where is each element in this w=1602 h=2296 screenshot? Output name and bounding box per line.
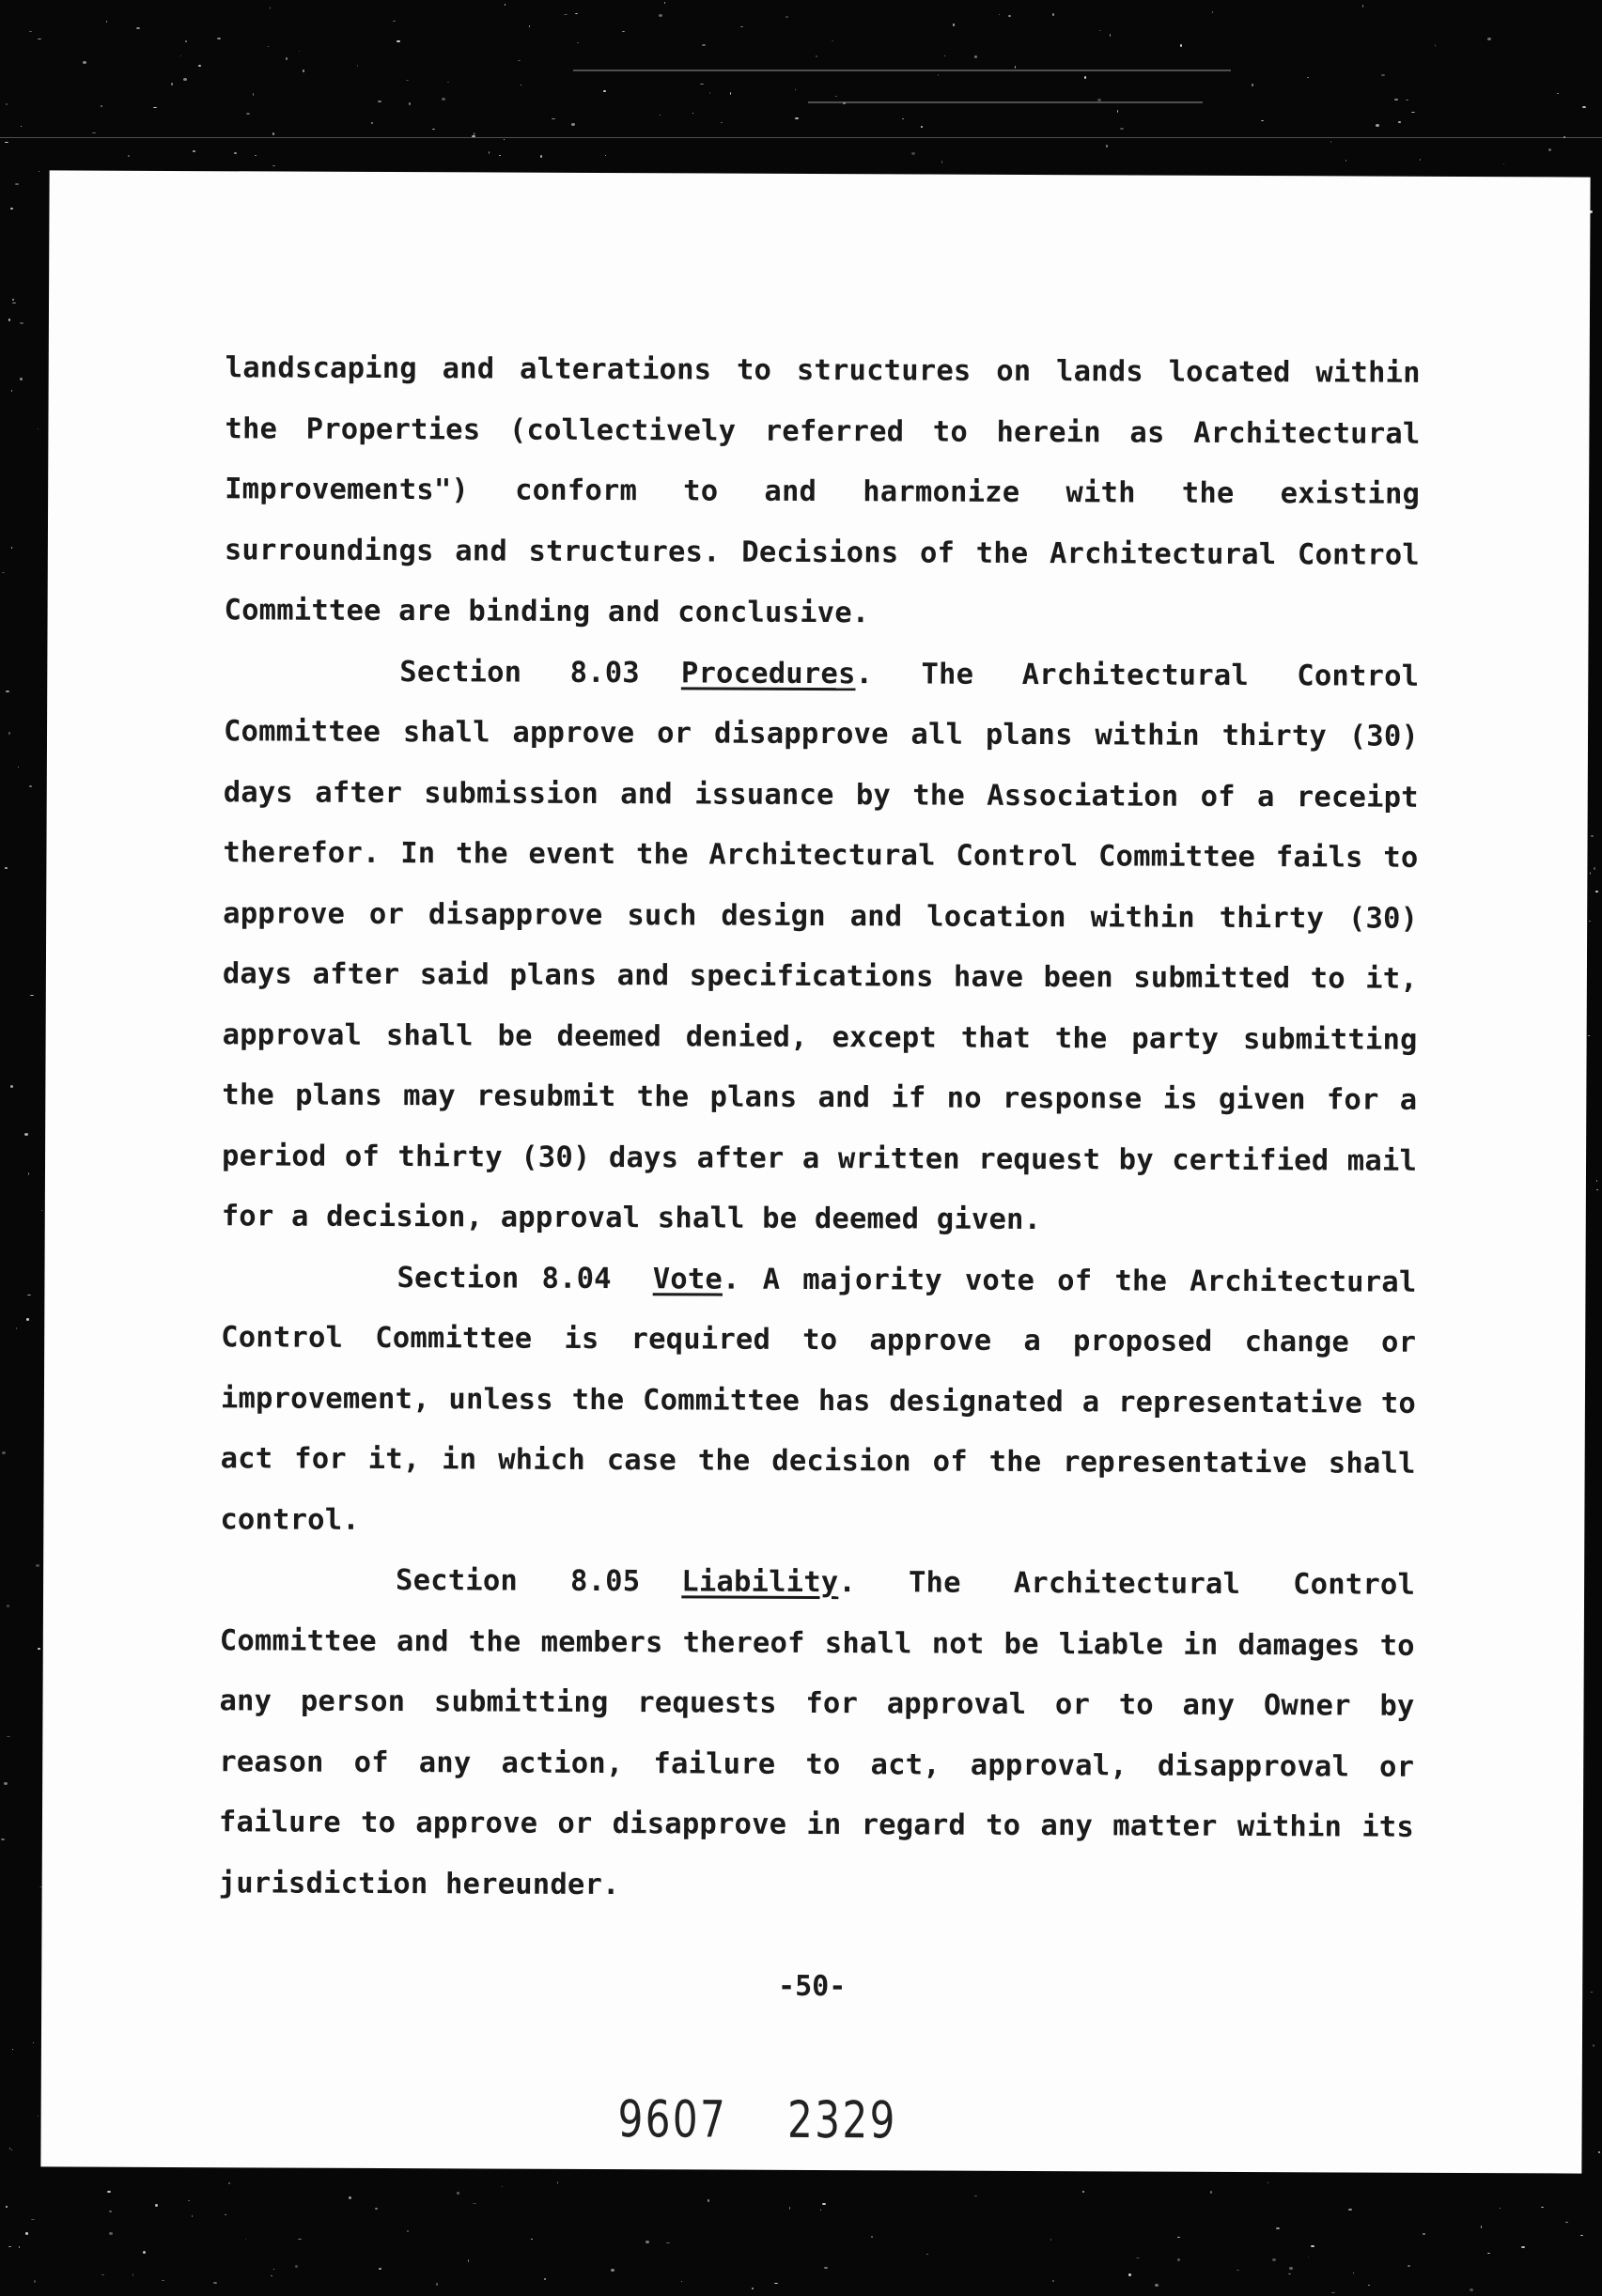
scan-speckle xyxy=(7,1605,9,1607)
scan-speckle xyxy=(92,132,96,133)
scan-speckle xyxy=(911,152,915,155)
scan-speckle xyxy=(1503,163,1504,164)
scan-speckle xyxy=(38,428,39,429)
scan-speckle xyxy=(183,78,187,81)
scan-speckle xyxy=(473,2203,476,2204)
scan-speckle xyxy=(109,2232,113,2235)
scan-speckle xyxy=(1212,11,1213,13)
scan-speckle xyxy=(83,61,86,64)
scan-speckle xyxy=(253,93,254,96)
scan-speckle xyxy=(5,142,8,143)
page-number: -50- xyxy=(778,1969,847,2004)
scan-speckle xyxy=(611,2269,614,2272)
scan-speckle xyxy=(193,150,195,152)
scan-speckle xyxy=(1082,2191,1084,2193)
scan-streak xyxy=(808,101,1203,103)
scan-speckle xyxy=(1394,99,1398,101)
scan-speckle xyxy=(15,183,19,185)
scan-speckle xyxy=(1236,2270,1239,2271)
scan-speckle xyxy=(16,1327,17,1329)
scan-speckle xyxy=(1565,2222,1568,2223)
scan-speckle xyxy=(1521,2246,1525,2248)
scan-speckle xyxy=(188,2200,190,2201)
scan-speckle xyxy=(1106,145,1108,147)
scan-speckle xyxy=(529,25,530,27)
scan-speckle xyxy=(286,57,288,60)
scan-speckle xyxy=(660,115,661,116)
scan-speckle xyxy=(499,155,501,156)
paragraph-continuation xyxy=(224,338,1420,646)
scan-speckle xyxy=(6,2206,8,2208)
scan-speckle xyxy=(1596,1189,1598,1190)
scan-speckle xyxy=(1348,2209,1352,2211)
scan-speckle xyxy=(20,322,23,324)
scan-speckle xyxy=(622,31,625,32)
scan-speckle xyxy=(101,2274,104,2275)
scan-speckle xyxy=(245,2239,246,2240)
section-number: Section 8.03 xyxy=(399,655,641,690)
scan-speckle xyxy=(1591,835,1594,837)
scan-speckle xyxy=(225,2214,226,2215)
scan-speckle xyxy=(645,2241,649,2243)
scan-speckle xyxy=(270,7,271,9)
scan-speckle xyxy=(10,208,13,209)
scan-speckle xyxy=(29,31,32,32)
scan-speckle xyxy=(1368,2285,1370,2286)
scan-speckle xyxy=(557,2181,558,2184)
scan-speckle xyxy=(143,2251,146,2254)
scan-speckle xyxy=(298,2239,302,2240)
scan-speckle xyxy=(11,547,12,549)
scan-speckle xyxy=(436,2283,438,2286)
scan-speckle xyxy=(1406,100,1408,101)
scan-speckle xyxy=(155,2204,158,2207)
scan-speckle xyxy=(379,2268,381,2270)
scan-speckle xyxy=(36,1564,39,1567)
scan-speckle xyxy=(552,118,555,119)
scan-speckle xyxy=(406,80,409,81)
scan-speckle xyxy=(1420,159,1421,161)
scan-speckle xyxy=(171,83,173,85)
scan-speckle xyxy=(1541,2207,1544,2208)
scan-speckle xyxy=(1362,5,1363,8)
scan-speckle xyxy=(1117,110,1118,113)
scan-speckle xyxy=(1015,66,1016,69)
scan-speckle xyxy=(926,2254,928,2255)
scan-speckle xyxy=(5,867,8,869)
scan-speckle xyxy=(1,1838,5,1840)
scan-speckle xyxy=(25,2232,28,2235)
scan-speckle xyxy=(795,117,799,119)
scan-speckle xyxy=(1596,1180,1597,1182)
scan-speckle xyxy=(1177,2237,1180,2238)
scan-speckle xyxy=(457,2192,459,2195)
section-procedures xyxy=(222,642,1420,1253)
scan-speckle xyxy=(1481,2226,1482,2228)
scan-speckle xyxy=(664,2,665,4)
scan-speckle xyxy=(1084,76,1086,79)
scan-speckle xyxy=(575,13,578,14)
scan-speckle xyxy=(871,2236,873,2238)
section-title: Liability xyxy=(681,1565,839,1600)
recording-stamp xyxy=(617,2089,896,2149)
scan-speckle xyxy=(1099,30,1101,31)
scan-speckle xyxy=(41,1210,42,1211)
section-vote xyxy=(220,1248,1416,1556)
scan-speckle xyxy=(709,92,710,94)
scan-speckle xyxy=(531,2239,533,2240)
scan-speckle xyxy=(902,118,904,119)
scan-speckle xyxy=(30,995,34,996)
scan-speckle xyxy=(132,2273,133,2276)
document-body xyxy=(219,338,1421,1919)
scan-speckle xyxy=(1588,1035,1590,1036)
scan-speckle xyxy=(6,690,9,692)
scan-speckle xyxy=(24,1133,28,1136)
scan-speckle xyxy=(295,2265,298,2268)
scan-speckle xyxy=(721,122,723,123)
scan-speckle xyxy=(835,96,837,97)
scan-speckle xyxy=(371,122,373,124)
scan-speckle xyxy=(38,1648,40,1650)
scan-speckle xyxy=(106,21,107,23)
scan-speckle xyxy=(33,2042,34,2043)
scan-speckle xyxy=(1411,112,1415,113)
scan-speckle xyxy=(1272,2258,1276,2261)
scan-speckle xyxy=(944,55,945,56)
scan-speckle xyxy=(571,123,575,126)
scan-speckle xyxy=(1276,2227,1280,2229)
scan-speckle xyxy=(8,2246,11,2247)
scan-speckle xyxy=(8,732,10,735)
scan-speckle xyxy=(544,2278,546,2280)
scan-speckle xyxy=(397,40,400,42)
scan-speckle xyxy=(692,113,693,114)
scan-speckle xyxy=(468,2259,469,2262)
scan-speckle xyxy=(822,2203,826,2205)
scan-speckle xyxy=(246,113,250,115)
scan-speckle xyxy=(659,14,662,17)
scan-speckle xyxy=(409,102,411,105)
scan-speckle xyxy=(708,2199,709,2202)
scan-speckle xyxy=(1330,141,1331,143)
scan-speckle xyxy=(6,103,8,105)
scan-speckle xyxy=(7,1736,10,1737)
scan-speckle xyxy=(357,65,358,67)
recording-book: 9607 xyxy=(617,2089,728,2149)
scan-speckle xyxy=(502,2186,503,2187)
scan-speckle xyxy=(1252,84,1253,86)
scan-speckle xyxy=(1050,2239,1051,2241)
scan-speckle xyxy=(1398,121,1401,123)
scan-speckle xyxy=(1590,872,1591,875)
scan-speckle xyxy=(603,90,606,92)
scan-speckle xyxy=(824,2267,828,2269)
scan-speckle xyxy=(1408,2265,1410,2267)
scan-speckle xyxy=(31,2219,35,2220)
scan-speckle xyxy=(1598,2151,1600,2153)
scan-speckle xyxy=(1580,2235,1583,2236)
scan-speckle xyxy=(974,55,977,58)
scan-speckle xyxy=(1155,2284,1159,2287)
scan-speckle xyxy=(26,1318,29,1321)
scan-speckle xyxy=(1331,2292,1335,2293)
scan-streak xyxy=(0,137,1602,138)
scan-speckle xyxy=(1288,2273,1291,2274)
scan-speckle xyxy=(228,2182,230,2184)
scan-speckle xyxy=(18,767,19,768)
scan-speckle xyxy=(299,51,300,52)
scan-speckle xyxy=(1345,160,1346,162)
scan-speckle xyxy=(700,84,704,85)
scan-speckle xyxy=(564,14,568,15)
scan-speckle xyxy=(136,27,140,29)
scan-speckle xyxy=(192,2215,193,2217)
scan-speckle xyxy=(180,55,181,56)
scan-speckle xyxy=(1582,106,1586,108)
scan-speckle xyxy=(349,2196,351,2199)
scan-speckle xyxy=(11,2149,12,2150)
scan-speckle xyxy=(504,139,505,140)
scan-speckle xyxy=(447,82,449,83)
scan-speckle xyxy=(740,26,743,27)
scan-speckle xyxy=(9,2148,10,2149)
scan-speckle xyxy=(303,70,304,72)
scan-speckle xyxy=(1136,2257,1140,2258)
scan-speckle xyxy=(999,14,1000,15)
scan-speckle xyxy=(185,40,187,42)
scan-speckle xyxy=(518,60,521,61)
scan-speckle xyxy=(974,2195,977,2196)
scan-speckle xyxy=(1110,34,1111,37)
section-liability xyxy=(219,1550,1416,1919)
scan-speckle xyxy=(1487,2253,1490,2254)
scan-speckle xyxy=(255,155,257,156)
scan-speckle xyxy=(1052,2280,1054,2282)
scan-speckle xyxy=(666,2242,670,2243)
document-page xyxy=(40,170,1590,2173)
scan-streak xyxy=(573,70,1231,71)
scan-speckle xyxy=(1548,148,1551,151)
section-text: . A majority vote of the Architectural Control Committee is required to approve a proposed change or improvement, unless the Committee has designated a representative to act for it, in which case the decision of the representative shall control. xyxy=(220,1263,1417,1537)
scan-speckle xyxy=(730,92,731,95)
scan-speckle xyxy=(1595,891,1598,892)
scan-speckle xyxy=(128,155,130,157)
scan-speckle xyxy=(1008,15,1011,17)
scan-speckle xyxy=(1435,44,1436,47)
scan-speckle xyxy=(752,2288,754,2289)
scan-speckle xyxy=(20,378,23,380)
scan-speckle xyxy=(702,44,706,46)
scan-speckle xyxy=(217,38,221,39)
scan-speckle xyxy=(795,89,796,90)
scan-speckle xyxy=(21,126,22,127)
scan-speckle xyxy=(1591,1992,1593,1993)
scan-speckle xyxy=(442,98,445,101)
scan-speckle xyxy=(2,1451,6,1454)
scan-speckle xyxy=(393,21,396,22)
scan-speckle xyxy=(832,40,833,41)
scan-speckle xyxy=(12,2049,13,2050)
scan-speckle xyxy=(38,2116,39,2117)
scan-speckle xyxy=(4,1782,8,1785)
recording-page: 2329 xyxy=(786,2089,897,2150)
scan-speckle xyxy=(577,42,579,43)
scan-speckle xyxy=(1593,2044,1594,2047)
section-title: Procedures xyxy=(680,656,856,690)
section-text: . The Architectural Control Committee and the members thereof shall not be liable in damages to any person submitting requests for approval or to any Owner by reason of any action, failure to act, approval, disapproval or failure to approve or disapprove in regard to any matter within its jurisdiction hereunder. xyxy=(218,1566,1416,1901)
scan-speckle xyxy=(1423,2233,1425,2235)
scan-speckle xyxy=(10,1085,13,1088)
scan-speckle xyxy=(1487,38,1491,40)
paragraph-text: landscaping and alterations to structures on lands located within the Properties (collectively referred to herein as Architectural Improvements") conform to and harmonize with the existing surroundings and structures. Decisions of the Architectural Control Committee are binding and conclusive. xyxy=(224,351,1421,630)
scan-speckle xyxy=(789,2207,790,2210)
scan-speckle xyxy=(19,2246,20,2248)
scan-speckle xyxy=(1376,124,1379,127)
scan-speckle xyxy=(774,2283,778,2284)
scan-speckle xyxy=(1470,2288,1473,2291)
scan-speckle xyxy=(162,2280,164,2281)
scan-speckle xyxy=(1589,921,1591,922)
scan-speckle xyxy=(29,785,32,787)
scan-speckle xyxy=(375,2208,378,2210)
scan-speckle xyxy=(1210,2191,1212,2194)
scan-speckle xyxy=(198,65,201,67)
scan-speckle xyxy=(953,23,955,26)
scan-speckle xyxy=(432,129,435,130)
scan-speckle xyxy=(213,2282,217,2284)
scan-speckle xyxy=(272,132,274,135)
scan-speckle xyxy=(153,107,157,108)
scan-speckle xyxy=(1381,74,1385,76)
scan-speckle xyxy=(1120,128,1124,130)
scan-speckle xyxy=(8,318,10,321)
scan-speckle xyxy=(268,46,269,47)
scan-speckle xyxy=(820,2210,821,2211)
scan-speckle xyxy=(605,155,606,156)
scan-speckle xyxy=(107,2191,111,2193)
scan-speckle xyxy=(1594,867,1595,870)
section-text: . The Architectural Control Committee shall approve or disapprove all plans within thirty (30) days after submission and issuance by the Association of a receipt therefor. In the event the Architectural Control Committee fails to approve or disapprove such design and location within thirty (30) days after said plans and specifications have been submitted to it, approval shall be deemed denied, except that the party submitting the plans may resubmit the plans and if no response is given for a period of thirty (30) days after a written request by certified mail for a decision, approval shall be deemed given. xyxy=(221,657,1420,1237)
section-number: Section 8.04 xyxy=(397,1261,612,1295)
scan-speckle xyxy=(1289,2267,1293,2270)
scan-speckle xyxy=(540,155,542,158)
scan-speckle xyxy=(1307,77,1309,78)
scan-speckle xyxy=(1052,13,1054,16)
scan-speckle xyxy=(271,2275,272,2276)
section-title: Vote xyxy=(652,1262,723,1296)
scan-speckle xyxy=(1500,2208,1501,2209)
scan-speckle xyxy=(2,572,5,573)
scan-speckle xyxy=(378,101,381,102)
scan-speckle xyxy=(681,2281,682,2282)
scan-speckle xyxy=(12,299,14,301)
scan-speckle xyxy=(101,105,102,107)
scan-speckle xyxy=(34,2280,36,2283)
scan-speckle xyxy=(234,152,237,154)
scan-speckle xyxy=(407,2230,409,2232)
scan-speckle xyxy=(1557,93,1559,94)
scan-speckle xyxy=(816,55,817,57)
scan-speckle xyxy=(1180,44,1182,47)
scan-speckle xyxy=(1261,120,1264,121)
scan-speckle xyxy=(28,1172,29,1175)
scan-speckle xyxy=(1311,2245,1314,2247)
scan-speckle xyxy=(941,161,942,163)
section-number: Section 8.05 xyxy=(396,1564,641,1599)
scan-speckle xyxy=(273,2269,274,2270)
scan-speckle xyxy=(785,16,788,18)
scan-speckle xyxy=(11,390,12,392)
scan-speckle xyxy=(1128,2273,1131,2276)
scan-speckle xyxy=(921,126,923,128)
scan-speckle xyxy=(938,74,939,76)
scan-speckle xyxy=(272,165,275,166)
scan-speckle xyxy=(109,2211,112,2212)
scan-speckle xyxy=(1177,2258,1180,2261)
scan-speckle xyxy=(489,151,490,154)
